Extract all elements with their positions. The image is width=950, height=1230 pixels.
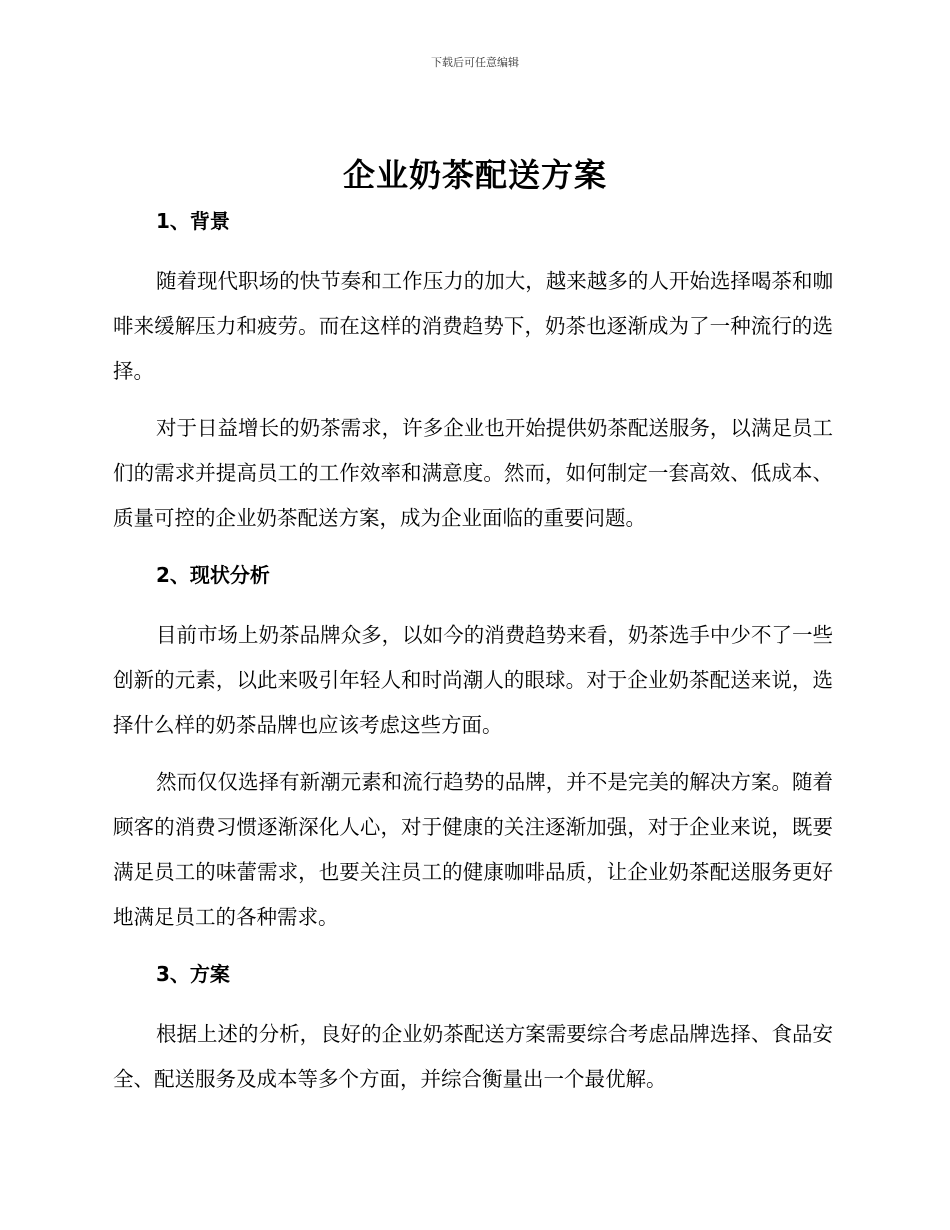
section-heading: 2、现状分析: [156, 563, 270, 587]
paragraph: 然而仅仅选择有新潮元素和流行趋势的品牌，并不是完美的解决方案。随着顾客的消费习惯逐渐深化人心，对于健康的关注逐渐加强，对于企业来说，既要满足员工的味蕾需求，也要关注员工的健康咖啡品质，让企业奶茶配送服务更好地满足员工的各种需求。: [113, 770, 833, 929]
section-status-analysis: [113, 557, 833, 940]
paragraph: 目前市场上奶茶品牌众多，以如今的消费趋势来看，奶茶选手中少不了一些创新的元素，以此来吸引年轻人和时尚潮人的眼球。对于企业奶茶配送来说，选择什么样的奶茶品牌也应该考虑这些方面。: [113, 623, 833, 737]
section-plan: [113, 956, 833, 1102]
document-title: 企业奶茶配送方案: [342, 156, 607, 194]
paragraph: 对于日益增长的奶茶需求，许多企业也开始提供奶茶配送服务，以满足员工们的需求并提高员工的工作效率和满意度。然而，如何制定一套高效、低成本、质量可控的企业奶茶配送方案，成为企业面临的重要问题。: [113, 416, 833, 530]
section-background: [113, 203, 833, 541]
paragraph: 随着现代职场的快节奏和工作压力的加大，越来越多的人开始选择喝茶和咖啡来缓解压力和疲劳。而在这样的消费趋势下，奶茶也逐渐成为了一种流行的选择。: [113, 269, 833, 383]
paragraph: 根据上述的分析，良好的企业奶茶配送方案需要综合考虑品牌选择、食品安全、配送服务及成本等多个方面，并综合衡量出一个最优解。: [113, 1022, 833, 1091]
section-heading: 1、背景: [156, 209, 230, 233]
header-note: 下载后可任意编辑: [431, 56, 519, 69]
document-body: [113, 203, 833, 1102]
section-heading: 3、方案: [156, 962, 230, 986]
